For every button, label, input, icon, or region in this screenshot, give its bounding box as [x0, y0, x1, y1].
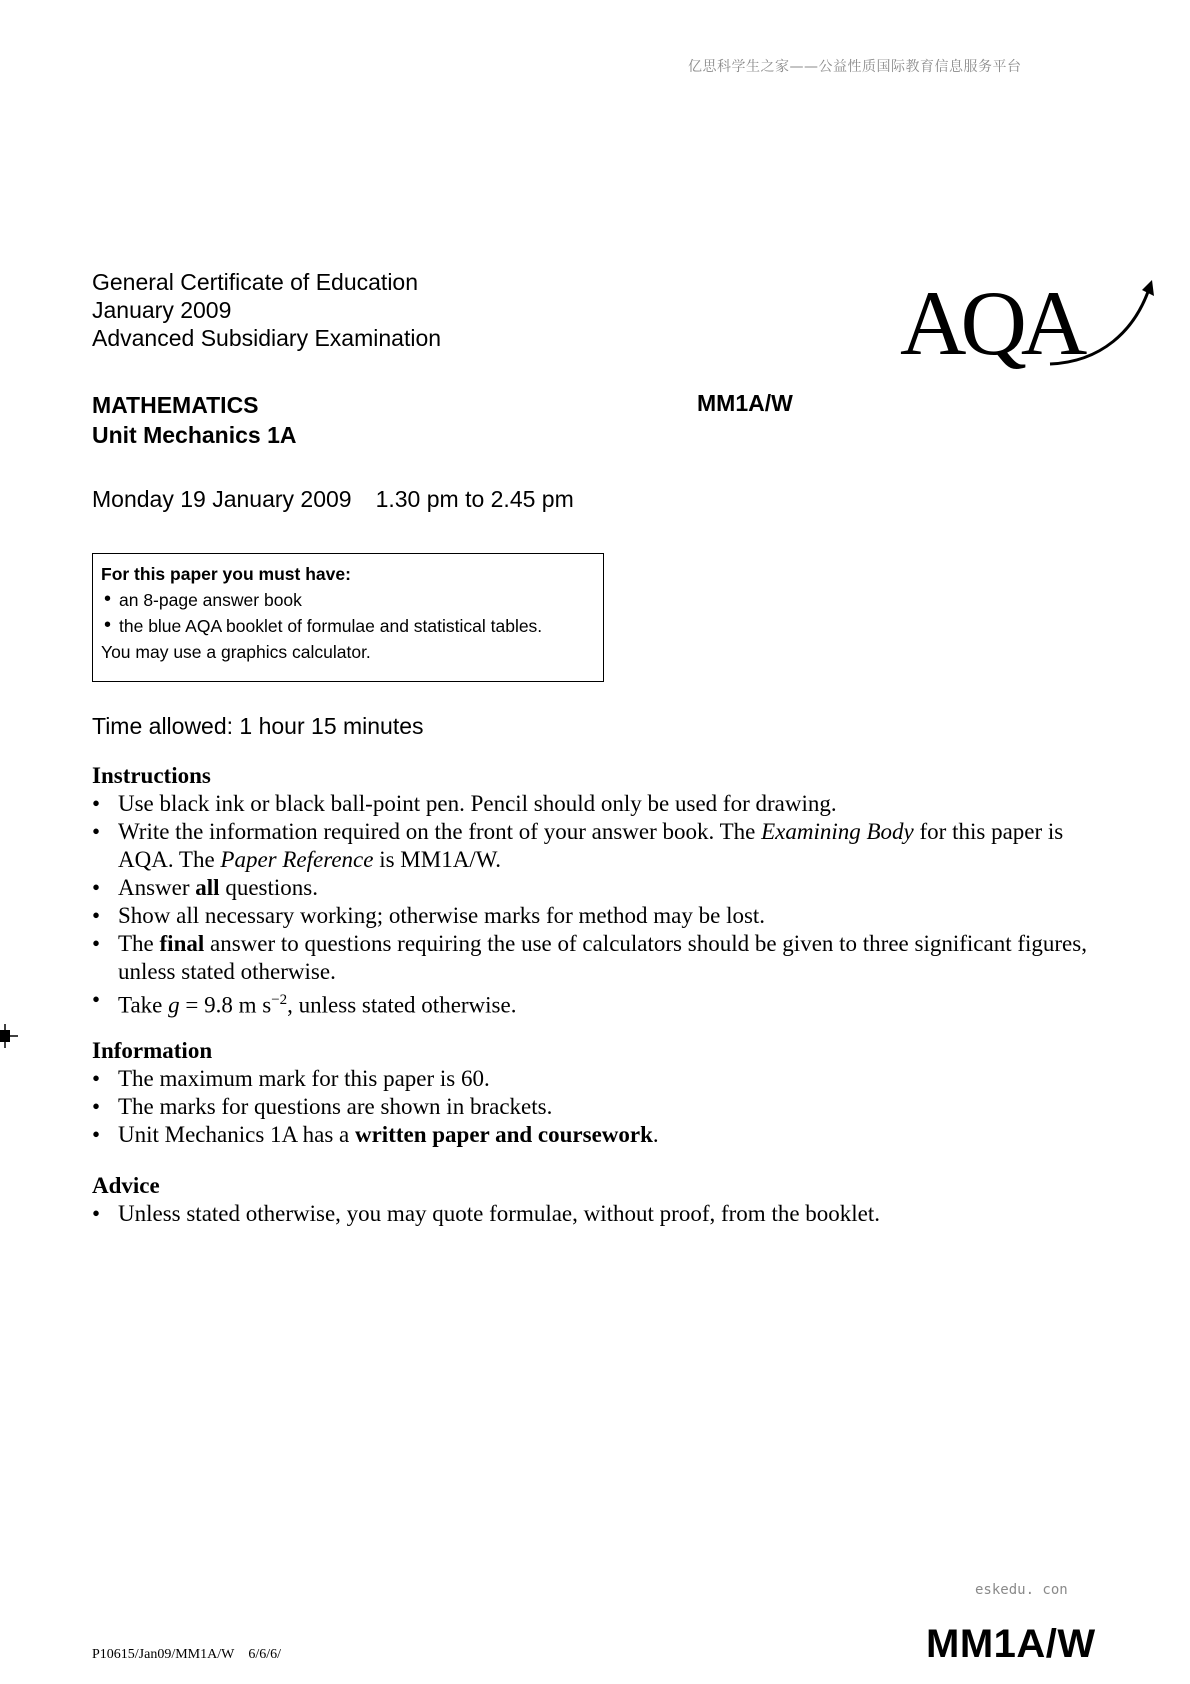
- paper-reference: P10615/Jan09/MM1A/W: [92, 1647, 235, 1662]
- instruction-item: • Show all necessary working; otherwise marks for method may be lost.: [92, 902, 1092, 930]
- exam-header: [92, 268, 441, 352]
- subject-title: MATHEMATICS: [92, 392, 259, 418]
- paper-code: MM1A/W: [697, 390, 793, 416]
- advice-item: • Unless stated otherwise, you may quote formulae, without proof, from the booklet.: [92, 1200, 1092, 1228]
- instruction-item: • Take g = 9.8 m $s^{-2}$, unless stated otherwise.: [92, 986, 1092, 1020]
- aqa-logo: [900, 272, 1156, 372]
- calculator-note: You may use a graphics calculator.: [101, 642, 371, 662]
- exam-level: Advanced Subsidiary Examination: [92, 325, 442, 351]
- watermark-top: 亿思科学生之家——公益性质国际教育信息服务平台: [688, 59, 1022, 75]
- exam-date: Monday 19 January 2009: [92, 486, 352, 512]
- aqa-logo-text: AQA: [900, 272, 1082, 372]
- exam-time: 1.30 pm to 2.45 pm: [375, 486, 574, 512]
- requirement-item: • the blue AQA booklet of formulae and statistical tables.: [101, 616, 595, 637]
- information-item: • The marks for questions are shown in brackets.: [92, 1093, 1092, 1121]
- information-heading: Information: [92, 1038, 213, 1063]
- advice-section: [92, 1172, 1092, 1228]
- time-allowed: Time allowed: 1 hour 15 minutes: [92, 713, 424, 739]
- watermark-bottom: eskedu. con: [975, 1582, 1068, 1598]
- registration-mark: [0, 1024, 18, 1048]
- advice-heading: Advice: [92, 1173, 160, 1198]
- instructions-heading: Instructions: [92, 763, 211, 788]
- instruction-item: • Use black ink or black ball-point pen. Pencil should only be used for drawing.: [92, 790, 1092, 818]
- print-code: 6/6/6/: [248, 1647, 282, 1662]
- requirement-item: • an 8-page answer book: [101, 590, 595, 611]
- instruction-item: • Write the information required on the front of your answer book. The Examining Body for this paper is AQA. The Paper Reference is MM1A/W.: [92, 818, 1092, 874]
- instruction-item: • The final answer to questions requiring the use of calculators should be given to three significant figures, unless stated otherwise.: [92, 930, 1092, 986]
- instruction-item: • Answer all questions.: [92, 874, 1092, 902]
- subject-block: [92, 390, 297, 450]
- exam-datetime: [92, 486, 574, 513]
- footer-paper-code: MM1A/W: [926, 1622, 1096, 1666]
- requirements-box: [92, 553, 604, 682]
- unit-title: Unit Mechanics 1A: [92, 422, 297, 448]
- qualification-title: General Certificate of Education: [92, 269, 419, 295]
- footer-reference: [92, 1647, 281, 1663]
- information-item: • The maximum mark for this paper is 60.: [92, 1065, 1092, 1093]
- information-item: • Unit Mechanics 1A has a written paper and coursework.: [92, 1121, 1092, 1149]
- exam-session: January 2009: [92, 297, 232, 323]
- requirements-heading: For this paper you must have:: [101, 564, 351, 584]
- instructions-section: [92, 762, 1092, 1020]
- information-section: [92, 1037, 1092, 1149]
